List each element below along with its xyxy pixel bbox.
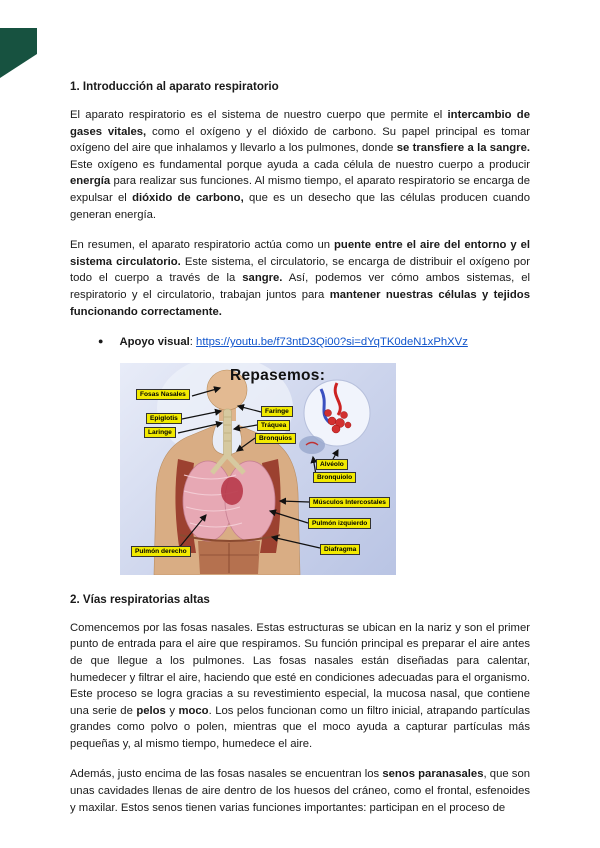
diagram-label-laringe: Laringe <box>144 427 176 439</box>
bold-text: se transfiere a la sangre. <box>396 142 530 155</box>
section-2-heading: 2. Vías respiratorias altas <box>70 592 210 606</box>
bold-text: senos paranasales <box>382 768 484 781</box>
bold-text: sangre. <box>242 272 283 285</box>
video-link[interactable]: https://youtu.be/f73ntD3Qi00?si=dYqTK0deN1xPhXVz <box>196 336 468 349</box>
bold-text: moco <box>178 704 209 717</box>
diagram-label-bronquios: Bronquios <box>255 433 296 445</box>
diagram-label-faringe: Faringe <box>261 406 293 418</box>
body-text: El aparato respiratorio es el sistema de nuestro cuerpo que permite el <box>70 109 448 121</box>
body-text: y <box>165 704 179 717</box>
bold-text: intercambio de gases vitales, <box>70 109 530 138</box>
diagram-label-alveolo: Alvéolo <box>316 459 348 471</box>
bold-text: energía <box>70 175 111 188</box>
body-text: Comencemos por las fosas nasales. Estas estructuras se ubican en la nariz y son el primer punto de entrada para el aire que respiramos. Su función principal es preparar el aire antes de que llegue a los pulmones. Las fosas nasales están diseñadas para calentar, humedecer y filtrar el aire, haciendo que esté en condiciones adecuadas para el organismo. Este proceso se logra gracias a su revestimiento especial, la mucosa nasal, que contiene una serie de <box>70 621 530 717</box>
corner-decoration <box>0 28 37 78</box>
body-text: . Los pelos funcionan como un filtro inicial, atrapando partículas grandes como polvo o polen, mientras que el moco ayuda a capturar partículas más pequeñas y, al mismo tiempo, humedece el aire. <box>70 704 530 750</box>
body-text: para realizar sus funciones. Al mismo tiempo, el aparato respiratorio se encarga de expulsar el <box>70 175 530 204</box>
body-text: como el oxígeno y el dióxido de carbono. Su papel principal es tomar oxígeno del aire que inhalamos y llevarlo a los pulmones, donde <box>70 125 531 155</box>
bold-text: puente entre el aire del entorno y el sistema circulatorio. <box>70 239 530 268</box>
body-text: Así, podemos ver cómo ambos sistemas, el respiratorio y el circulatorio, trabajan juntos para <box>70 272 530 301</box>
diagram-label-traquea: Tráquea <box>257 420 290 432</box>
apoyo-visual-bullet <box>70 334 530 351</box>
body-text: que es un desecho que las células producen cuando generan energía. <box>70 191 530 221</box>
bold-text: Apoyo visual <box>119 336 190 349</box>
bold-text: dióxido de carbono, <box>132 191 244 204</box>
body-text: , que son unas cavidades llenas de aire dentro de los huesos del cráneo, como el frontal, esfenoides y maxilar. Estos senos tienen varias funciones importantes: participan en el proceso de <box>70 768 531 814</box>
diagram-label-musculos-intercostales: Músculos Intercostales <box>309 497 390 509</box>
diagram-label-fosas-nasales: Fosas Nasales <box>136 389 190 401</box>
respiratory-diagram <box>120 363 396 575</box>
document-content <box>70 80 530 830</box>
bold-text: pelos <box>136 704 166 717</box>
paragraph-3 <box>70 620 530 753</box>
diagram-title: Repasemos: <box>230 366 326 384</box>
body-text: En resumen, el aparato respiratorio actúa como un <box>70 239 335 252</box>
body-text: Este sistema, el circulatorio, se encarga de distribuir el oxígeno por todo el cuerpo a través de la <box>70 255 530 285</box>
diagram-label-pulmon-derecho: Pulmón derecho <box>131 546 191 558</box>
paragraph-2 <box>70 237 530 320</box>
diagram-label-bronquiolo: Bronquiolo <box>313 472 356 484</box>
apoyo-visual-text <box>119 334 467 351</box>
bullet-marker: ● <box>98 336 104 347</box>
diagram-label-pulmon-izquierdo: Pulmón izquierdo <box>308 518 371 530</box>
paragraph-4 <box>70 766 530 816</box>
bold-text: mantener nuestras células y tejidos funcionando correctamente. <box>70 288 530 318</box>
diagram-label-epiglotis: Epiglotis <box>146 413 182 425</box>
body-text: Este oxígeno es fundamental porque ayuda a cada célula de nuestro cuerpo a producir <box>70 158 530 171</box>
body-text: : <box>189 336 197 349</box>
diagram-label-diafragma: Diafragma <box>320 544 360 556</box>
body-text: Además, justo encima de las fosas nasales se encuentran los <box>70 768 383 781</box>
section-1-heading: 1. Introducción al aparato respiratorio <box>70 80 279 93</box>
paragraph-1 <box>70 107 530 223</box>
